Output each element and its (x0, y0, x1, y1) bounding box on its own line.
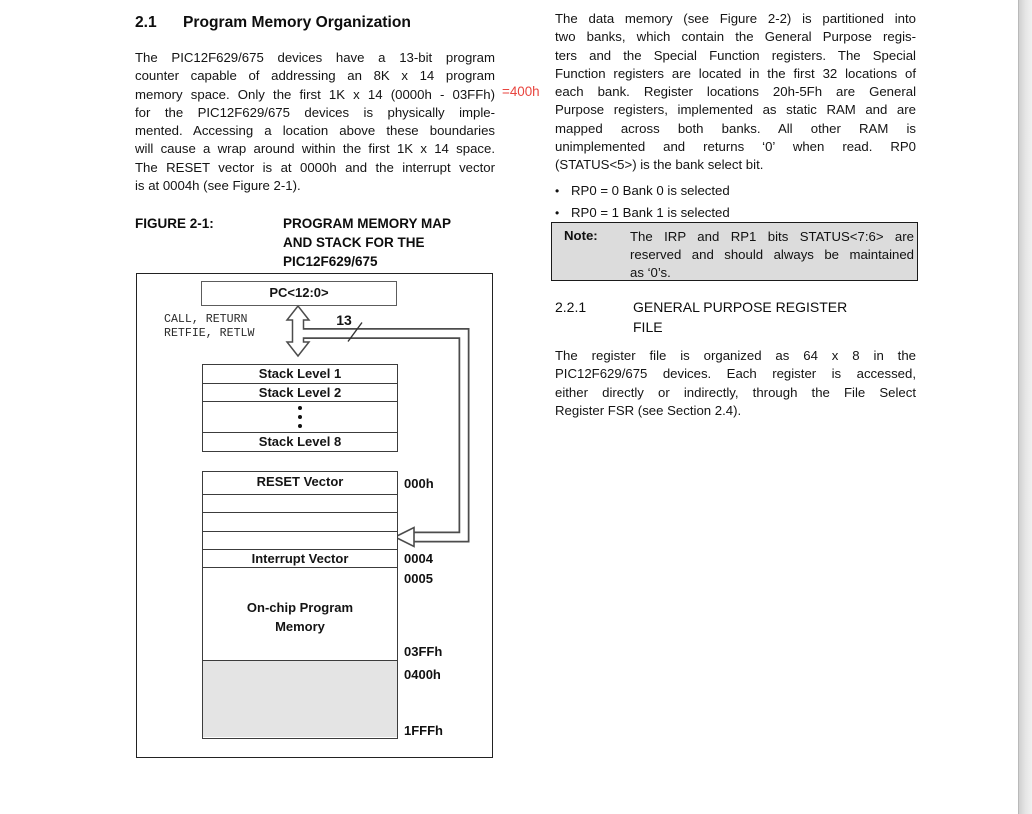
program-memory-map-box (202, 471, 398, 739)
figure-title: PROGRAM MEMORY MAP AND STACK FOR THE PIC12F629/675 (283, 216, 452, 269)
rp0-bullet-list: • RP0 = 0 Bank 0 is selected • RP0 = 1 Bank 1 is selected (555, 180, 916, 224)
bus-width-label: 13 (336, 312, 352, 328)
figure-label: FIGURE 2-1: (135, 216, 214, 231)
interrupt-vector-row: Interrupt Vector (203, 549, 397, 567)
section-2-1-heading (135, 14, 495, 32)
section-number: 2.2.1 (555, 299, 587, 315)
address-after-interrupt: 0005 (404, 571, 433, 586)
program-memory-paragraph: The PIC12F629/675 devices have a 13-bit program counter capable of addressing an 8K x 14 program memory space. Only the first 1K x 14 (0000h - 03FFh) for the PIC12F629/675 devices is physically imple- mented. Accessing a location above these boundaries will cause a wrap around within the first 1K x 14 space. The RESET vector is at 0000h and the interrupt vector is at 0004h (see Figure 2-1). (135, 50, 495, 194)
address-reset-vector: 000h (404, 476, 434, 491)
section-title: GENERAL PURPOSE REGISTER FILE (633, 299, 848, 335)
page-edge-shadow (1018, 0, 1032, 814)
figure-2-1-diagram (136, 273, 493, 758)
register-file-paragraph: The register file is organized as 64 x 8 in the PIC12F629/675 devices. Each register is accessed, either directly or indirectly, through the File Select Register FSR (see Section 2.4). (555, 348, 916, 418)
figure-2-1-caption (135, 214, 495, 271)
address-interrupt-vector: 0004 (404, 551, 433, 566)
reset-vector-row: RESET Vector (256, 474, 344, 489)
section-number: 2.1 (135, 14, 157, 31)
wrap-target-row (203, 531, 397, 549)
stack-level-8-row: Stack Level 8 (203, 432, 397, 451)
empty-row (203, 512, 397, 531)
unimplemented-memory-region (203, 660, 397, 737)
stack-box (202, 364, 398, 452)
section-title: Program Memory Organization (183, 14, 411, 31)
address-unimplemented-end: 1FFFh (404, 723, 443, 738)
stack-level-1-row: Stack Level 1 (258, 366, 342, 381)
margin-annotation: =400h (502, 84, 540, 99)
empty-row (203, 494, 397, 512)
stack-level-2-row: Stack Level 2 (203, 383, 397, 401)
note-text: The IRP and RP1 bits STATUS<7:6> are reserved and should always be maintained as ‘0’s. (630, 229, 914, 281)
data-memory-paragraph: The data memory (see Figure 2-2) is partitioned into two banks, which contain the General Purpose regis- ters and the Special Function registers. The Special Function registers are located in the first 32 locations of each bank. Register locations 20h-5Fh are General Purpose registers, implemented as static RAM and are mapped across both banks. All other RAM is unimplemented and returns ‘0’ when read. RP0 (STATUS<5>) is the bank select bit. (555, 11, 916, 173)
address-unimplemented-start: 0400h (404, 667, 441, 682)
stack-ops-text: CALL, RETURN RETFIE, RETLW (164, 313, 255, 340)
onchip-program-memory-row: On-chip Program Memory (203, 567, 397, 660)
pc-register-box: PC<12:0> (201, 281, 397, 306)
section-2-2-1-heading (555, 297, 916, 337)
address-onchip-end: 03FFh (404, 644, 443, 659)
note-label: Note: (564, 228, 598, 243)
stack-ellipsis (203, 401, 397, 432)
note-box (551, 222, 918, 281)
